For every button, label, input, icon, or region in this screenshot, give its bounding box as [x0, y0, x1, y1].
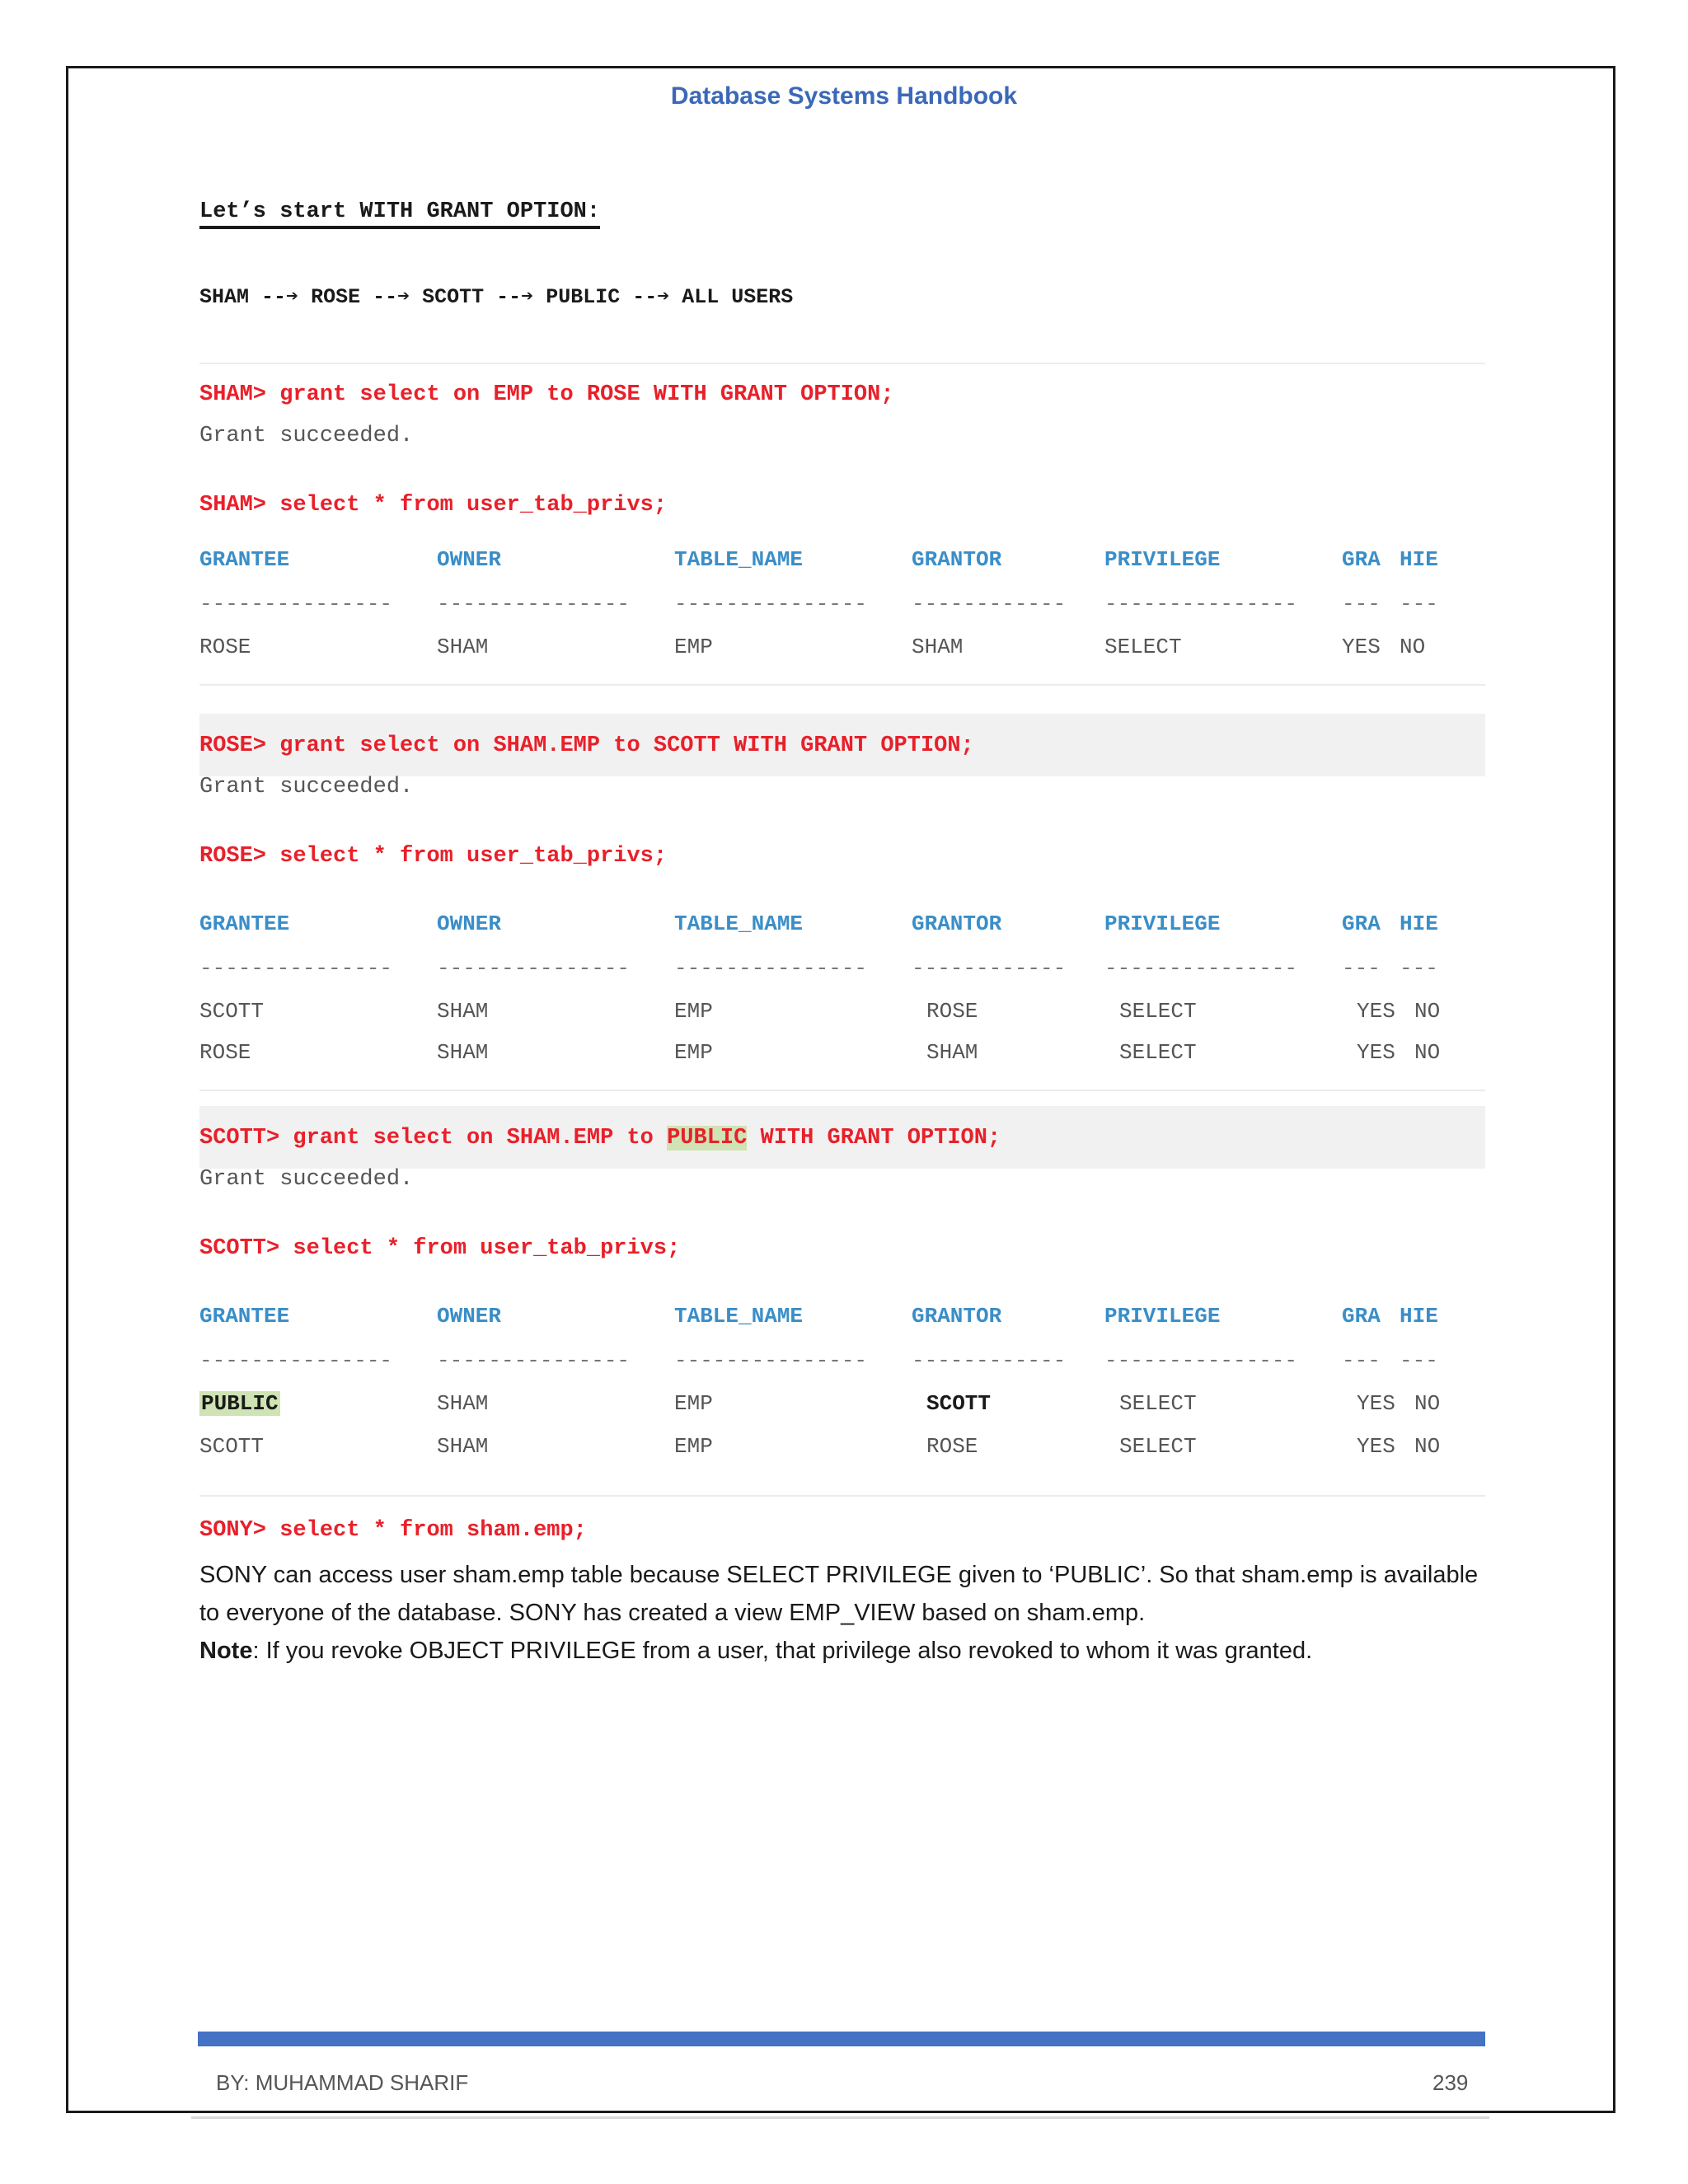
divider — [199, 684, 1485, 686]
cell-grantor: SCOTT — [926, 1391, 992, 1416]
dash: --- — [1400, 592, 1438, 616]
dash: --------------- — [1104, 592, 1298, 616]
cell-privilege: SELECT — [1119, 999, 1197, 1024]
cell-hie: NO — [1400, 635, 1426, 659]
cell-grantee: ROSE — [199, 635, 251, 659]
dash: --------------- — [437, 956, 631, 981]
dash: --------------- — [199, 1348, 393, 1373]
table-row — [199, 1040, 1485, 1070]
cell-gra: YES — [1342, 635, 1381, 659]
dash: --------------- — [1104, 956, 1298, 981]
cell-grantee: PUBLIC — [201, 1391, 279, 1416]
dash: --- — [1400, 956, 1438, 981]
table-row — [199, 1434, 1485, 1464]
dash-row — [199, 1348, 1485, 1378]
cell-table-name: EMP — [674, 1391, 713, 1416]
section-title: Let’s start WITH GRANT OPTION: — [199, 199, 600, 229]
cell-privilege: SELECT — [1119, 1040, 1197, 1065]
paragraph-line: SONY can access user sham.emp table because SELECT PRIVILEGE given to ‘PUBLIC’. So that sham.emp is available — [199, 1562, 1479, 1588]
sql-command — [199, 1126, 1001, 1151]
cell-privilege: SELECT — [1104, 635, 1182, 659]
cell-hie: NO — [1414, 1391, 1441, 1416]
cell-privilege: SELECT — [1119, 1391, 1197, 1416]
sql-query: SHAM> select * from user_tab_privs; — [199, 493, 668, 518]
dash: --------------- — [437, 1348, 631, 1373]
grant-chain: SHAM --➔ ROSE --➔ SCOTT --➔ PUBLIC --➔ ALL USERS — [199, 285, 794, 309]
sql-result: Grant succeeded. — [199, 1167, 414, 1192]
col-gra: GRA — [1342, 912, 1381, 936]
cell-owner: SHAM — [437, 1040, 489, 1065]
cell-gra: YES — [1357, 999, 1395, 1024]
cell-hie: NO — [1414, 999, 1441, 1024]
col-hie: HIE — [1400, 1304, 1438, 1329]
col-hie: HIE — [1400, 547, 1438, 572]
divider — [199, 1090, 1485, 1091]
dash: --------------- — [199, 956, 393, 981]
table-header-row — [199, 547, 1485, 577]
col-privilege: PRIVILEGE — [1104, 547, 1221, 572]
col-privilege: PRIVILEGE — [1104, 912, 1221, 936]
dash: --------------- — [674, 1348, 868, 1373]
dash: --- — [1342, 592, 1381, 616]
sql-result: Grant succeeded. — [199, 775, 414, 799]
cell-gra: YES — [1357, 1391, 1395, 1416]
col-grantee: GRANTEE — [199, 1304, 290, 1329]
dash: --------------- — [199, 592, 393, 616]
explanation-paragraph — [199, 1556, 1502, 1670]
sql-command-pre: SCOTT> grant select on SHAM.EMP to — [199, 1126, 668, 1151]
header-title: Database Systems Handbook — [670, 82, 1018, 110]
col-grantee: GRANTEE — [199, 912, 290, 936]
sql-query: ROSE> select * from user_tab_privs; — [199, 844, 668, 869]
col-owner: OWNER — [437, 912, 502, 936]
sql-result: Grant succeeded. — [199, 424, 414, 448]
footer-rule — [198, 2032, 1485, 2046]
col-owner: OWNER — [437, 547, 502, 572]
cell-owner: SHAM — [437, 1434, 489, 1459]
col-grantor: GRANTOR — [912, 1304, 1002, 1329]
note-label: Note — [199, 1638, 253, 1664]
col-owner: OWNER — [437, 1304, 502, 1329]
col-gra: GRA — [1342, 1304, 1381, 1329]
cell-owner: SHAM — [437, 635, 489, 659]
sql-command-post: WITH GRANT OPTION; — [747, 1126, 1001, 1151]
sql-query: SONY> select * from sham.emp; — [199, 1518, 587, 1543]
cell-grantee: SCOTT — [199, 1434, 265, 1459]
cell-grantor: SHAM — [926, 1040, 978, 1065]
dash: --------------- — [674, 956, 868, 981]
cell-hie: NO — [1414, 1040, 1441, 1065]
table-row — [199, 635, 1485, 664]
cell-hie: NO — [1414, 1434, 1441, 1459]
cell-grantor: ROSE — [926, 1434, 978, 1459]
dash-row — [199, 956, 1485, 986]
col-hie: HIE — [1400, 912, 1438, 936]
dash: ------------ — [912, 592, 1067, 616]
col-table-name: TABLE_NAME — [674, 912, 804, 936]
cell-grantee: SCOTT — [199, 999, 265, 1024]
cell-grantor: SHAM — [912, 635, 964, 659]
cell-owner: SHAM — [437, 1391, 489, 1416]
dash: ------------ — [912, 956, 1067, 981]
sql-command: ROSE> grant select on SHAM.EMP to SCOTT WITH GRANT OPTION; — [199, 733, 974, 758]
table-header-row — [199, 1304, 1485, 1333]
table-row — [199, 1391, 1485, 1421]
dash-row — [199, 592, 1485, 621]
cell-table-name: EMP — [674, 1434, 713, 1459]
cell-table-name: EMP — [674, 999, 713, 1024]
table-row — [199, 999, 1485, 1029]
col-table-name: TABLE_NAME — [674, 1304, 804, 1329]
col-table-name: TABLE_NAME — [674, 547, 804, 572]
cell-table-name: EMP — [674, 1040, 713, 1065]
dash: --- — [1342, 1348, 1381, 1373]
col-grantee: GRANTEE — [199, 547, 290, 572]
note-line — [199, 1632, 1502, 1670]
cell-owner: SHAM — [437, 999, 489, 1024]
sql-query: SCOTT> select * from user_tab_privs; — [199, 1236, 681, 1261]
cell-grantee: ROSE — [199, 1040, 251, 1065]
dash: --------------- — [437, 592, 631, 616]
cell-table-name: EMP — [674, 635, 713, 659]
public-highlight: PUBLIC — [667, 1126, 748, 1151]
divider — [199, 1495, 1485, 1497]
col-privilege: PRIVILEGE — [1104, 1304, 1221, 1329]
footer-author: BY: MUHAMMAD SHARIF — [216, 2070, 469, 2095]
page-number: 239 — [1432, 2070, 1469, 2095]
cell-gra: YES — [1357, 1434, 1395, 1459]
dash: --------------- — [674, 592, 868, 616]
cell-grantor: ROSE — [926, 999, 978, 1024]
dash: --------------- — [1104, 1348, 1298, 1373]
table-header-row — [199, 912, 1485, 941]
cell-privilege: SELECT — [1119, 1434, 1197, 1459]
dash: --- — [1400, 1348, 1438, 1373]
paragraph-line: to everyone of the database. SONY has created a view EMP_VIEW based on sham.emp. — [199, 1600, 1146, 1626]
dash: ------------ — [912, 1348, 1067, 1373]
sql-command: SHAM> grant select on EMP to ROSE WITH GRANT OPTION; — [199, 382, 894, 407]
bottom-divider — [191, 2116, 1489, 2119]
col-grantor: GRANTOR — [912, 912, 1002, 936]
note-text: : If you revoke OBJECT PRIVILEGE from a user, that privilege also revoked to whom it was granted. — [252, 1638, 1313, 1664]
divider — [199, 363, 1485, 364]
col-grantor: GRANTOR — [912, 547, 1002, 572]
col-gra: GRA — [1342, 547, 1381, 572]
cell-gra: YES — [1357, 1040, 1395, 1065]
dash: --- — [1342, 956, 1381, 981]
